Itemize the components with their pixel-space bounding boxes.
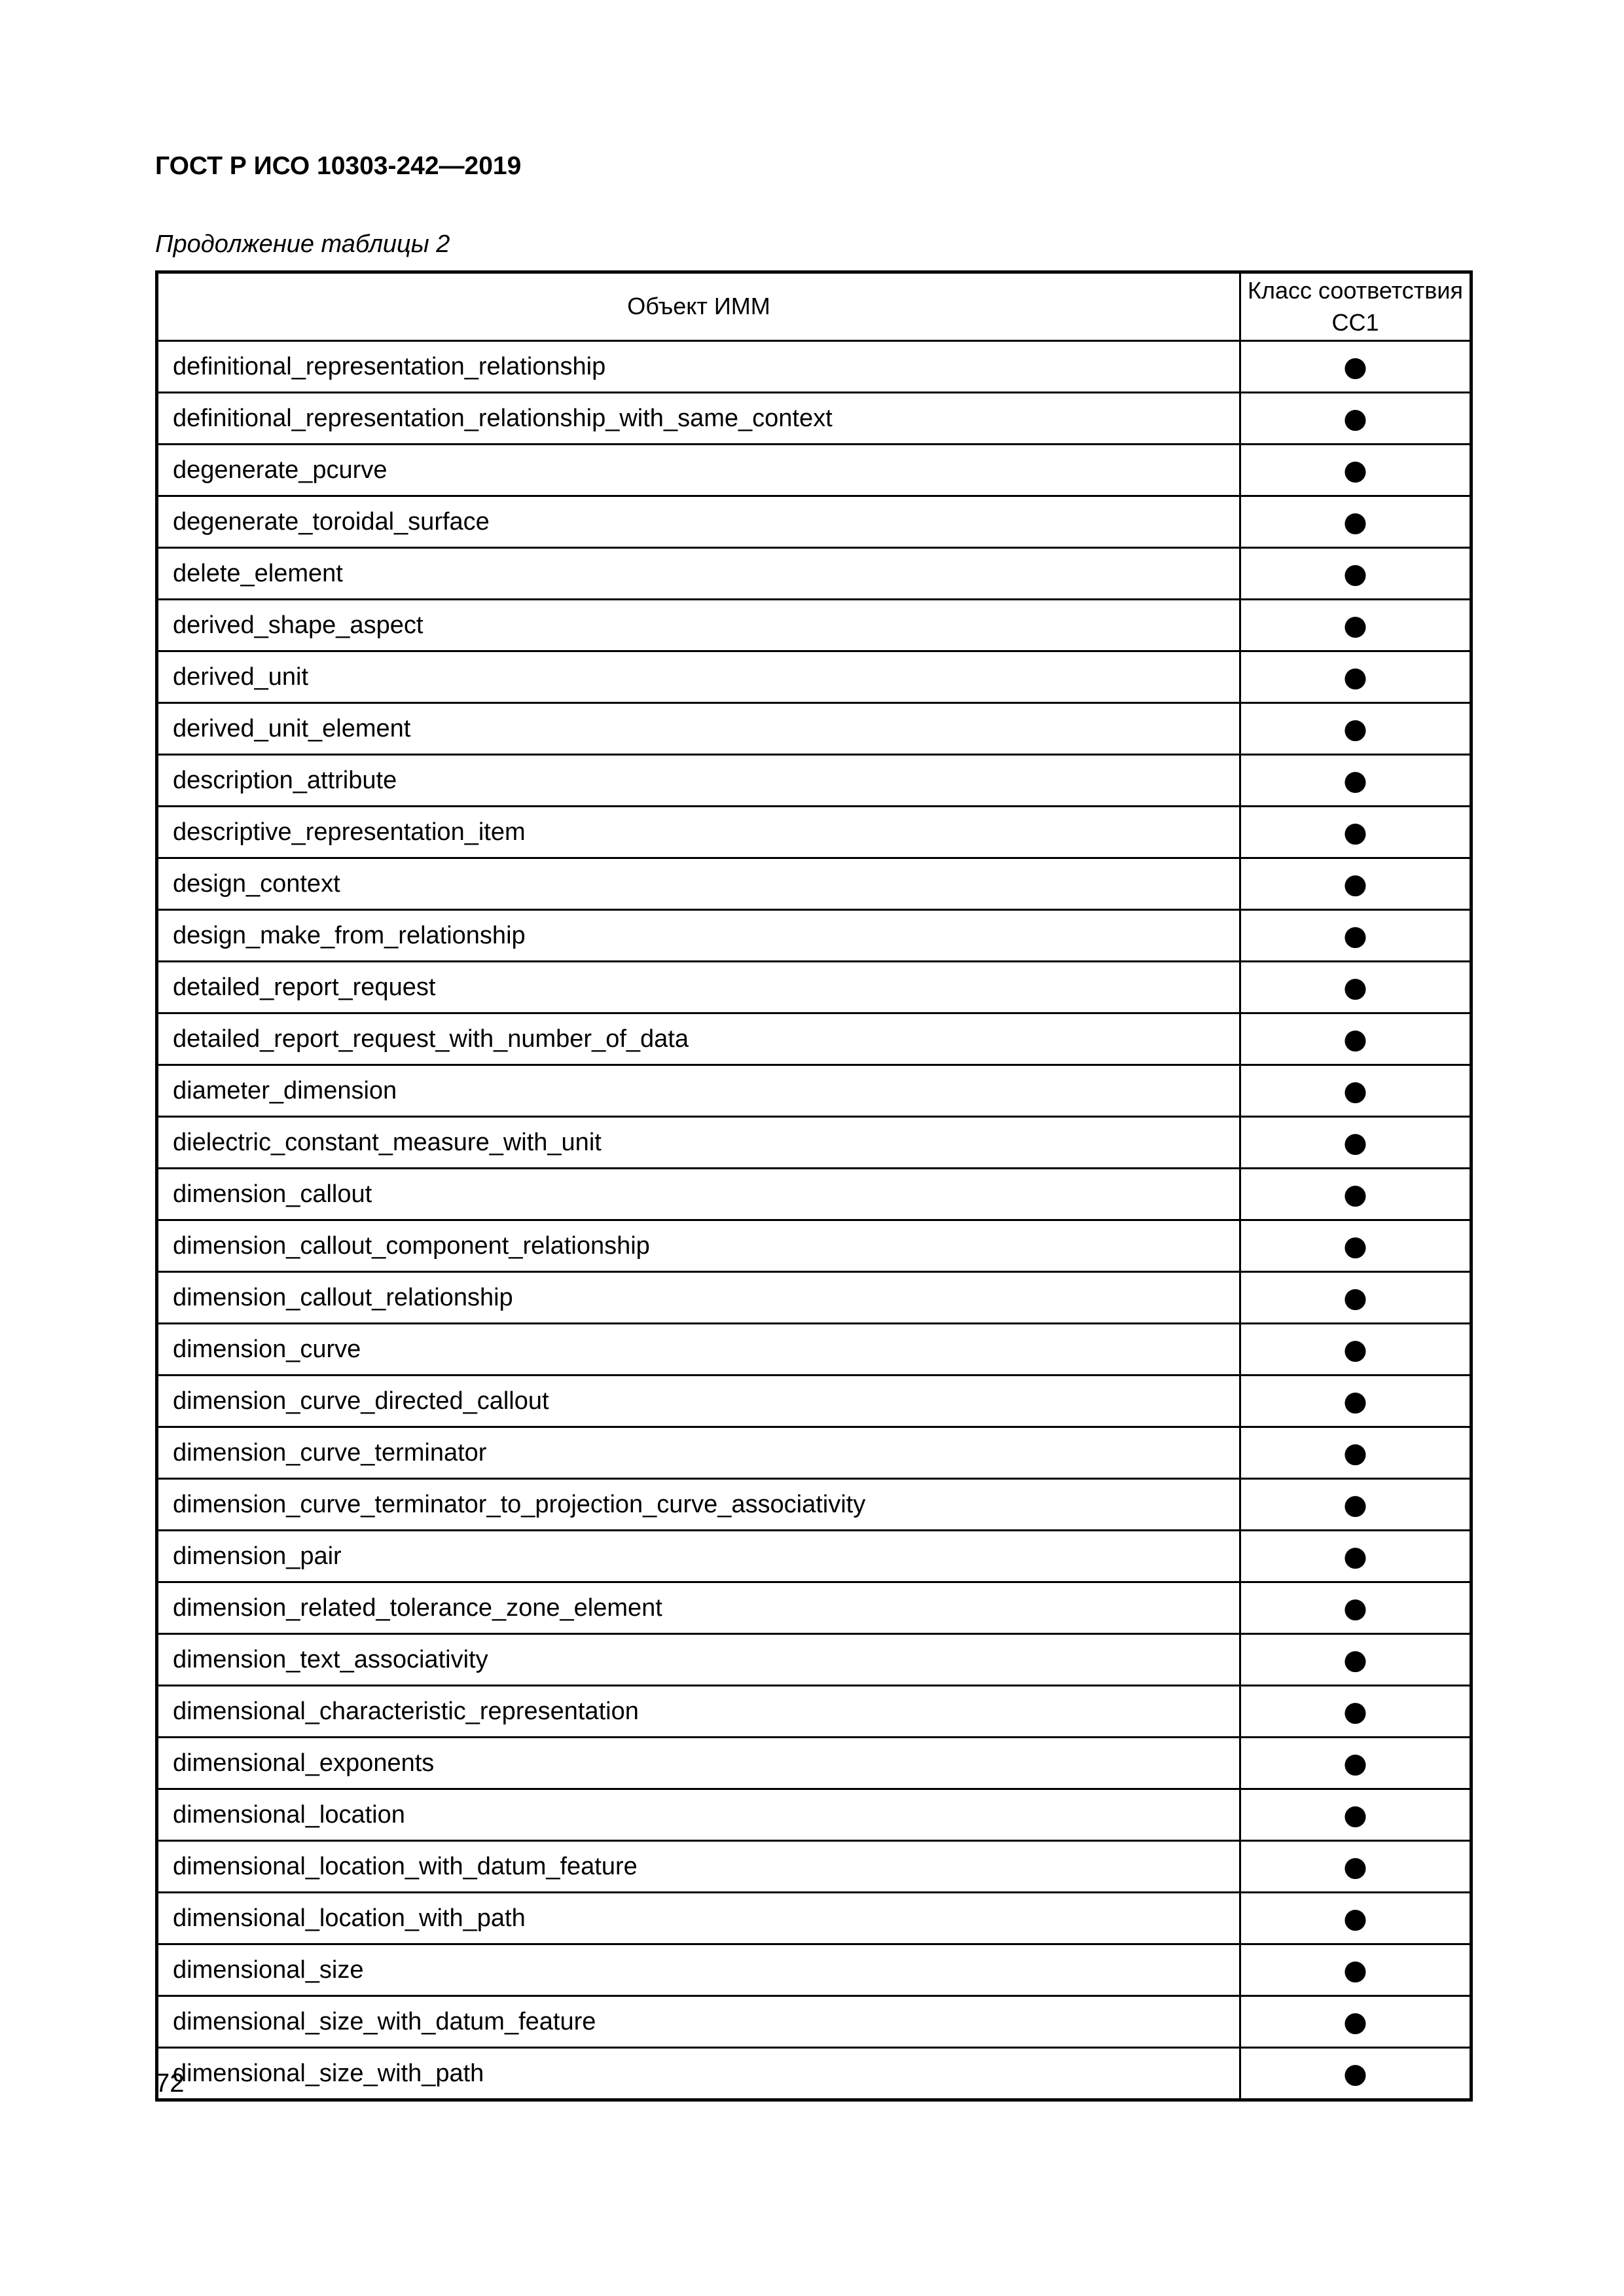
object-name-cell: [157, 807, 1240, 858]
cc1-cell: [1240, 1376, 1471, 1427]
object-name: delete_element: [173, 559, 343, 587]
doc-code: ГОСТ Р ИСО 10303-242—2019: [155, 152, 522, 180]
object-name: dimension_pair: [173, 1542, 342, 1570]
object-name: definitional_representation_relationship_with_same_context: [173, 404, 833, 432]
object-name: dimensional_exponents: [173, 1749, 435, 1777]
cc1-cell: [1240, 1479, 1471, 1531]
cc1-dot: ●: [1343, 1074, 1367, 1106]
object-name-cell: [157, 496, 1240, 548]
table-body: [157, 341, 1471, 2100]
object-name: definitional_representation_relationship: [173, 352, 606, 380]
object-name-cell: [157, 1789, 1240, 1841]
object-name-cell: [157, 651, 1240, 703]
table-row: [157, 1531, 1471, 1582]
cc1-cell: [1240, 1841, 1471, 1893]
object-name: dimension_curve: [173, 1335, 361, 1363]
cc1-dot: ●: [1343, 1850, 1367, 1882]
cc1-dot: ●: [1343, 402, 1367, 434]
cc1-dot: ●: [1343, 1592, 1367, 1624]
cc1-dot: ●: [1343, 1023, 1367, 1055]
object-name: derived_shape_aspect: [173, 611, 424, 639]
cc1-cell: [1240, 1893, 1471, 1944]
table-row: [157, 1634, 1471, 1686]
object-name-cell: [157, 1738, 1240, 1789]
object-name: degenerate_pcurve: [173, 456, 388, 484]
cc1-dot: ●: [1343, 2057, 1367, 2089]
object-name: dimensional_characteristic_representation: [173, 1697, 639, 1725]
object-name: dimensional_size_with_datum_feature: [173, 2007, 596, 2035]
object-name-cell: [157, 1893, 1240, 1944]
column-header-object-label: Объект ИММ: [627, 293, 770, 320]
cc1-cell: [1240, 1065, 1471, 1117]
cc1-dot: ●: [1343, 1695, 1367, 1727]
cc1-dot: ●: [1343, 661, 1367, 693]
cc1-dot: ●: [1343, 1902, 1367, 1934]
object-name: diameter_dimension: [173, 1076, 397, 1104]
cc1-cell: [1240, 807, 1471, 858]
cc1-dot: ●: [1343, 1540, 1367, 1572]
object-name-cell: [157, 600, 1240, 651]
table-row: [157, 1686, 1471, 1738]
object-name-cell: [157, 1324, 1240, 1376]
table-row: [157, 1996, 1471, 2048]
object-name: dimensional_size: [173, 1956, 364, 1984]
cc1-dot: ●: [1343, 1126, 1367, 1158]
cc1-cell: [1240, 1686, 1471, 1738]
object-name: dimension_text_associativity: [173, 1645, 488, 1673]
object-name: detailed_report_request: [173, 973, 436, 1001]
cc1-cell: [1240, 1324, 1471, 1376]
cc1-cell: [1240, 858, 1471, 910]
object-name-cell: [157, 1479, 1240, 1531]
object-name-cell: [157, 910, 1240, 962]
object-name-cell: [157, 1169, 1240, 1220]
cc1-cell: [1240, 1738, 1471, 1789]
object-name-cell: [157, 1013, 1240, 1065]
table-header: [157, 272, 1471, 341]
object-name-cell: [157, 858, 1240, 910]
object-name-cell: [157, 1427, 1240, 1479]
cc1-dot: ●: [1343, 1178, 1367, 1210]
cc1-cell: [1240, 1944, 1471, 1996]
table-row: [157, 600, 1471, 651]
table-row: [157, 807, 1471, 858]
object-name-cell: [157, 1531, 1240, 1582]
cc1-cell: [1240, 962, 1471, 1013]
cc1-dot: ●: [1343, 1798, 1367, 1831]
cc1-dot: ●: [1343, 1333, 1367, 1365]
table-row: [157, 1220, 1471, 1272]
table-row: [157, 651, 1471, 703]
object-name: dimension_callout_relationship: [173, 1283, 513, 1311]
cc1-dot: ●: [1343, 764, 1367, 796]
cc1-dot: ●: [1343, 454, 1367, 486]
table-row: [157, 341, 1471, 393]
object-name: dimension_curve_terminator: [173, 1438, 487, 1467]
object-name: dimensional_location: [173, 1800, 405, 1829]
object-name-cell: [157, 1220, 1240, 1272]
object-name: dimension_curve_directed_callout: [173, 1387, 549, 1415]
cc1-dot: ●: [1343, 1436, 1367, 1468]
cc1-dot: ●: [1343, 350, 1367, 382]
object-name-cell: [157, 393, 1240, 445]
cc1-cell: [1240, 1169, 1471, 1220]
page-number: 72: [155, 2069, 185, 2098]
cc1-dot: ●: [1343, 816, 1367, 848]
cc1-cell: [1240, 1117, 1471, 1169]
cc1-dot: ●: [1343, 505, 1367, 538]
object-name: degenerate_toroidal_surface: [173, 507, 490, 536]
cc1-cell: [1240, 1272, 1471, 1324]
header-row: [157, 272, 1471, 341]
cc1-dot: ●: [1343, 1230, 1367, 1262]
table-row: [157, 703, 1471, 755]
cc1-dot: ●: [1343, 1488, 1367, 1520]
object-name: description_attribute: [173, 766, 397, 794]
table-row: [157, 858, 1471, 910]
table-row: [157, 1944, 1471, 1996]
cc1-cell: [1240, 910, 1471, 962]
table-row: [157, 1169, 1471, 1220]
table-row: [157, 1117, 1471, 1169]
object-name: dimensional_location_with_path: [173, 1904, 526, 1932]
table-row: [157, 1738, 1471, 1789]
object-name: design_make_from_relationship: [173, 921, 526, 949]
cc1-cell: [1240, 2048, 1471, 2100]
table-row: [157, 1272, 1471, 1324]
object-name: dimensional_size_with_path: [173, 2059, 484, 2087]
table-row: [157, 1479, 1471, 1531]
object-name-cell: [157, 703, 1240, 755]
cc1-header-line2: CC1: [1331, 308, 1379, 336]
object-name-cell: [157, 755, 1240, 807]
table-row: [157, 910, 1471, 962]
column-header-object: [157, 272, 1240, 341]
cc1-cell: [1240, 703, 1471, 755]
cc1-dot: ●: [1343, 1281, 1367, 1313]
object-name: dimension_curve_terminator_to_projection_curve_associativity: [173, 1490, 866, 1518]
table-row: [157, 1841, 1471, 1893]
table-row: [157, 1324, 1471, 1376]
object-name-cell: [157, 1376, 1240, 1427]
object-name-cell: [157, 445, 1240, 496]
cc1-cell: [1240, 1013, 1471, 1065]
cc1-dot: ●: [1343, 1954, 1367, 1986]
object-name: derived_unit_element: [173, 714, 411, 742]
table-row: [157, 1582, 1471, 1634]
cc1-cell: [1240, 1634, 1471, 1686]
object-name: dimensional_location_with_datum_feature: [173, 1852, 638, 1880]
object-name-cell: [157, 1686, 1240, 1738]
object-name: descriptive_representation_item: [173, 818, 526, 846]
object-name-cell: [157, 1996, 1240, 2048]
table-row: [157, 1427, 1471, 1479]
table-row: [157, 1376, 1471, 1427]
cc1-dot: ●: [1343, 919, 1367, 951]
table-row: [157, 1013, 1471, 1065]
cc1-cell: [1240, 600, 1471, 651]
cc1-cell: [1240, 1789, 1471, 1841]
cc1-dot: ●: [1343, 557, 1367, 589]
table-row: [157, 393, 1471, 445]
cc1-cell: [1240, 1582, 1471, 1634]
object-name-cell: [157, 1065, 1240, 1117]
cc1-cell: [1240, 755, 1471, 807]
object-name-cell: [157, 548, 1240, 600]
object-name: design_context: [173, 869, 340, 898]
table-row: [157, 962, 1471, 1013]
table-row: [157, 496, 1471, 548]
object-name: detailed_report_request_with_number_of_data: [173, 1025, 689, 1053]
column-header-cc1: [1240, 272, 1471, 341]
cc1-cell: [1240, 1427, 1471, 1479]
table-row: [157, 2048, 1471, 2100]
table-row: [157, 1065, 1471, 1117]
object-name: dimension_related_tolerance_zone_element: [173, 1594, 662, 1622]
object-name: dimension_callout: [173, 1180, 372, 1208]
table-row: [157, 755, 1471, 807]
cc1-cell: [1240, 393, 1471, 445]
object-name-cell: [157, 1634, 1240, 1686]
object-name-cell: [157, 1272, 1240, 1324]
table-row: [157, 1893, 1471, 1944]
cc1-dot: ●: [1343, 867, 1367, 900]
cc1-dot: ●: [1343, 971, 1367, 1003]
cc1-dot: ●: [1343, 2005, 1367, 2037]
cc1-cell: [1240, 1531, 1471, 1582]
conformance-table: [155, 270, 1473, 2102]
table-row: [157, 1789, 1471, 1841]
object-name-cell: [157, 2048, 1240, 2100]
object-name-cell: [157, 1944, 1240, 1996]
cc1-cell: [1240, 651, 1471, 703]
table-caption: Продолжение таблицы 2: [155, 230, 450, 258]
object-name: dimension_callout_component_relationship: [173, 1231, 650, 1260]
table-row: [157, 548, 1471, 600]
cc1-cell: [1240, 445, 1471, 496]
cc1-dot: ●: [1343, 1747, 1367, 1779]
cc1-cell: [1240, 496, 1471, 548]
object-name-cell: [157, 1582, 1240, 1634]
cc1-dot: ●: [1343, 712, 1367, 744]
cc1-dot: ●: [1343, 1643, 1367, 1675]
cc1-cell: [1240, 341, 1471, 393]
cc1-dot: ●: [1343, 1385, 1367, 1417]
object-name: dielectric_constant_measure_with_unit: [173, 1128, 602, 1156]
object-name-cell: [157, 1117, 1240, 1169]
cc1-header-line1: Класс соответствия: [1248, 276, 1463, 304]
object-name-cell: [157, 1841, 1240, 1893]
cc1-cell: [1240, 1996, 1471, 2048]
object-name-cell: [157, 341, 1240, 393]
cc1-cell: [1240, 1220, 1471, 1272]
cc1-cell: [1240, 548, 1471, 600]
object-name: derived_unit: [173, 663, 309, 691]
table-row: [157, 445, 1471, 496]
object-name-cell: [157, 962, 1240, 1013]
cc1-dot: ●: [1343, 609, 1367, 641]
